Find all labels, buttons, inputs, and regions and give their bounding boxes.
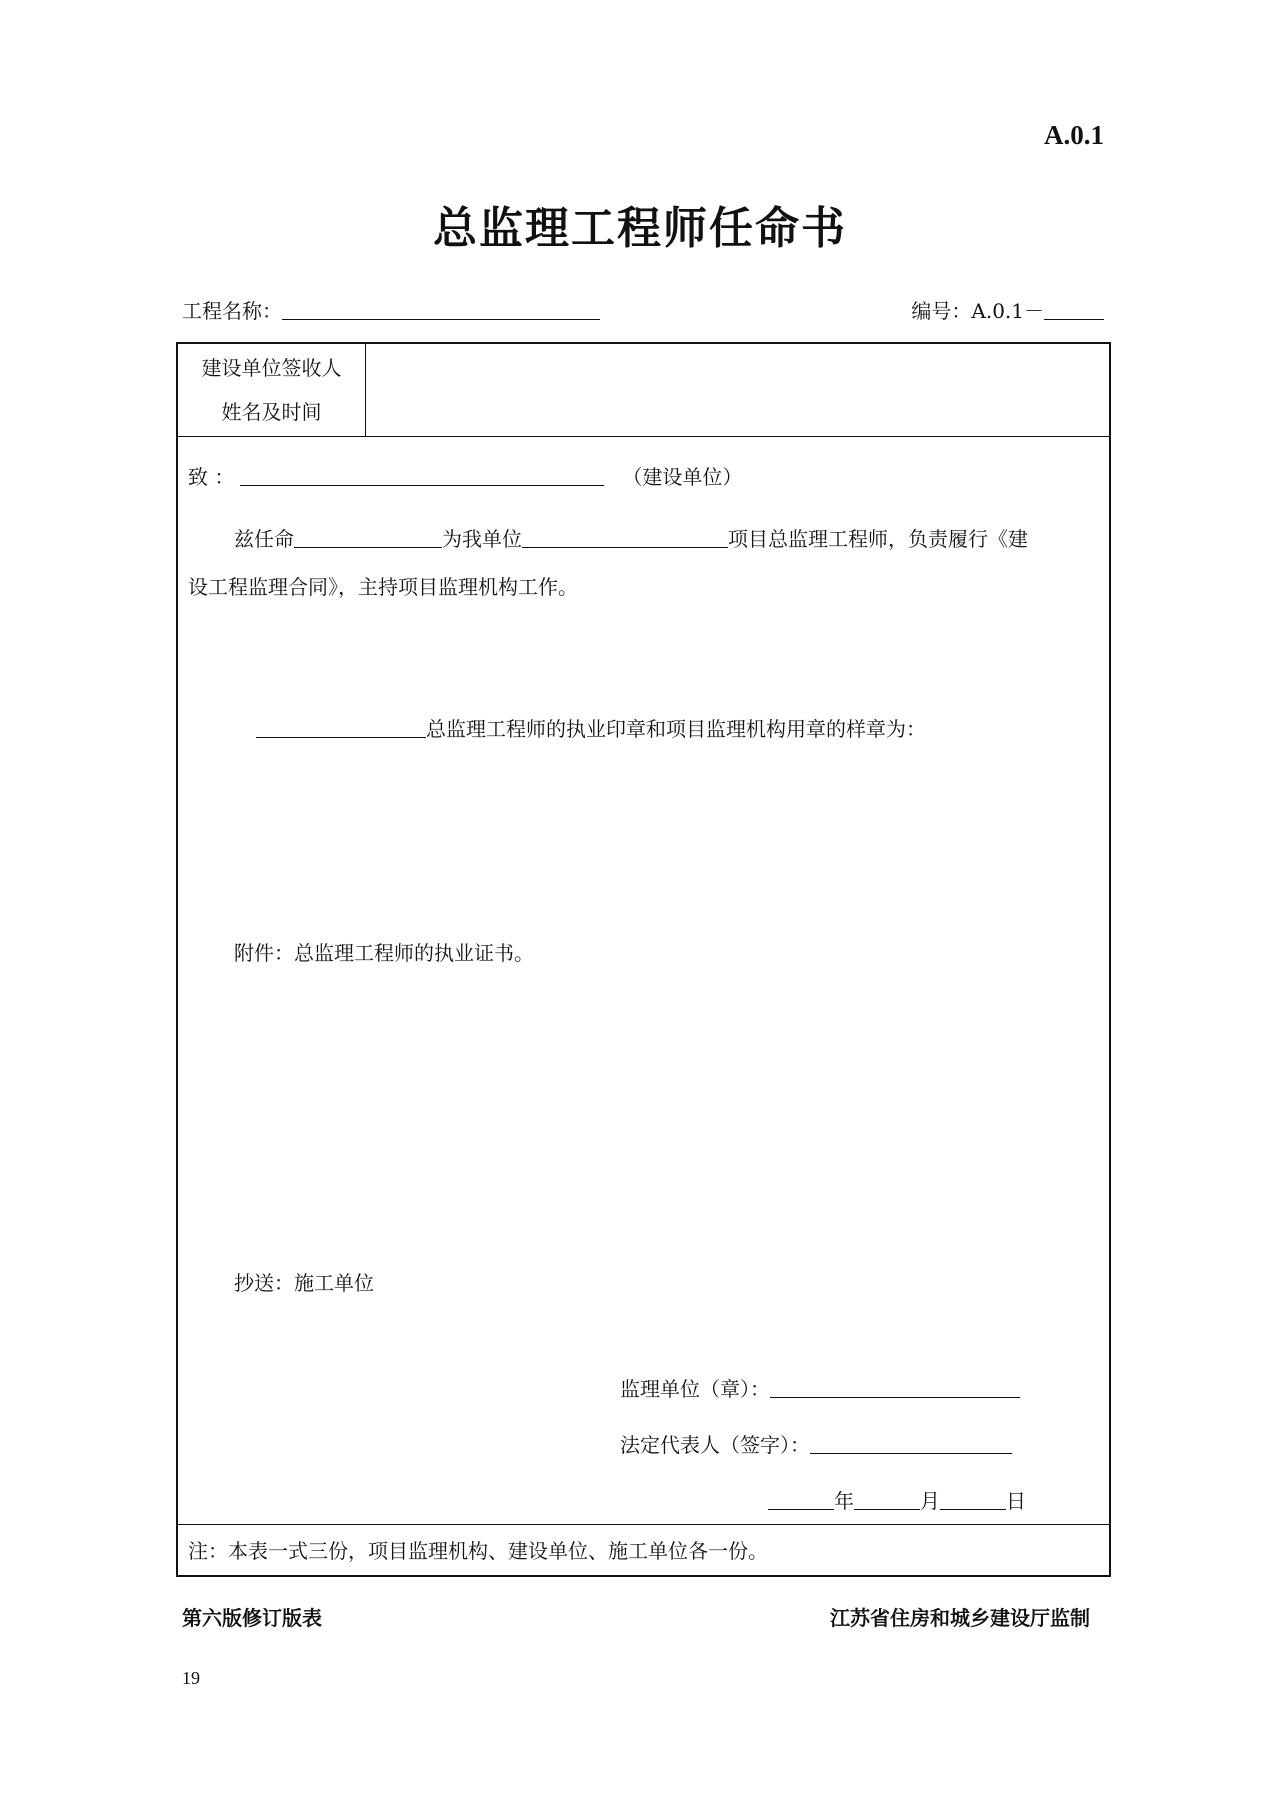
legal-rep-label: 法定代表人（签字）： [620, 1433, 810, 1457]
seal-row [256, 714, 926, 744]
note-divider [178, 1524, 1109, 1525]
footer-edition: 第六版修订版表 [182, 1606, 322, 1630]
signee-divider [178, 436, 1109, 437]
project-field[interactable] [522, 525, 728, 548]
date-year-label: 年 [834, 1489, 854, 1513]
date-month-label: 月 [920, 1489, 940, 1513]
supervisor-unit-label: 监理单位（章）： [620, 1377, 770, 1401]
addressee-row [188, 462, 742, 492]
project-name-label: 工程名称： [182, 299, 282, 323]
appointment-line-2: 设工程监理合同》，主持项目监理机构工作。 [188, 575, 578, 599]
date-day-field[interactable] [940, 1487, 1006, 1510]
project-name-field[interactable] [282, 297, 600, 320]
number-field[interactable] [1044, 297, 1104, 320]
page-number: 19 [182, 1668, 200, 1688]
addressee-suffix: （建设单位） [622, 465, 743, 489]
signee-label-line2: 姓名及时间 [221, 400, 322, 424]
number-label: 编号：A.0.1－ [911, 299, 1044, 323]
form-code: A.0.1 [1044, 120, 1104, 150]
signee-label-line1: 建设单位签收人 [201, 356, 342, 380]
seal-text: 总监理工程师的执业印章和项目监理机构用章的样章为： [426, 717, 926, 741]
form-table [176, 342, 1111, 1577]
appoint-text-1: 兹任命 [234, 527, 294, 551]
date-day-label: 日 [1006, 1489, 1026, 1513]
appoint-text-3: 项目总监理工程师，负责履行《建 [728, 527, 1028, 551]
signee-label-cell [178, 344, 366, 436]
supervisor-unit-field[interactable] [770, 1375, 1020, 1398]
seal-name-field[interactable] [256, 715, 426, 738]
signee-value-field[interactable] [366, 344, 1108, 436]
addressee-field[interactable] [240, 463, 604, 486]
date-row [768, 1486, 1026, 1516]
project-name-row [182, 296, 600, 326]
number-row [911, 296, 1104, 326]
cc-text: 抄送：施工单位 [234, 1271, 374, 1295]
date-year-field[interactable] [768, 1487, 834, 1510]
appointment-line-1 [234, 524, 1028, 554]
supervisor-unit-row [620, 1374, 1020, 1404]
attachment-text: 附件：总监理工程师的执业证书。 [234, 941, 534, 965]
appoint-text-2: 为我单位 [442, 527, 522, 551]
page-title: 总监理工程师任命书 [433, 203, 847, 254]
footer-issuer: 江苏省住房和城乡建设厅监制 [830, 1606, 1090, 1630]
note-text: 注：本表一式三份，项目监理机构、建设单位、施工单位各一份。 [188, 1539, 768, 1563]
appointee-name-field[interactable] [294, 525, 442, 548]
legal-rep-row [620, 1430, 1012, 1460]
date-month-field[interactable] [854, 1487, 920, 1510]
addressee-prefix: 致 ： [188, 465, 235, 489]
legal-rep-field[interactable] [810, 1431, 1012, 1454]
